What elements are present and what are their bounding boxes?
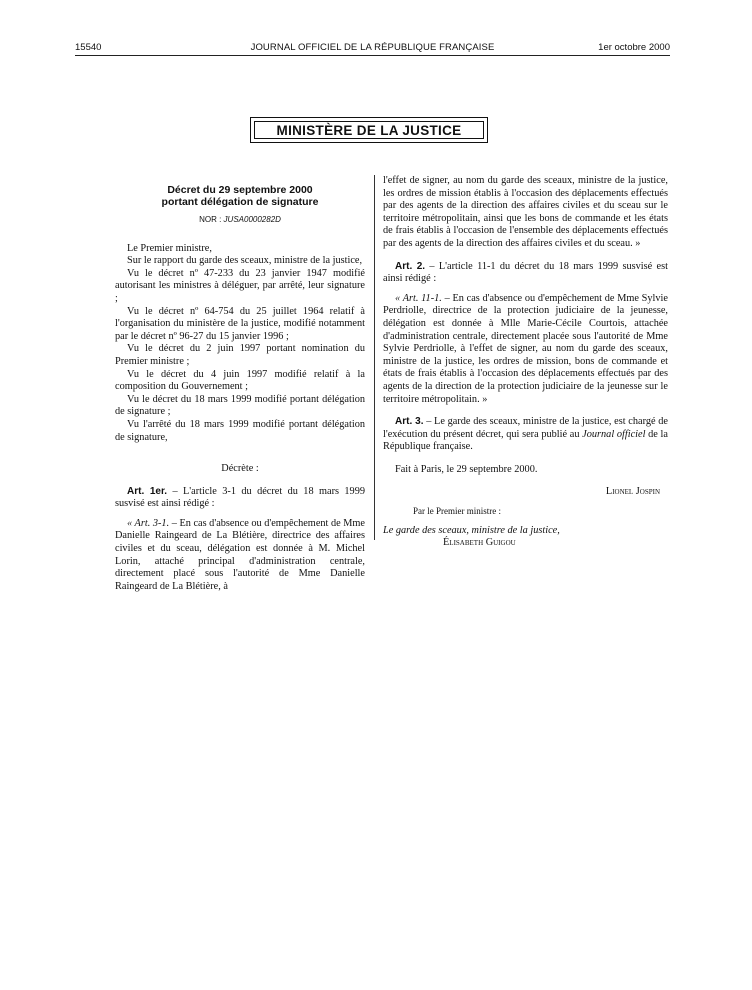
article-3-label: Art. 3. bbox=[395, 416, 424, 428]
nor-label: NOR : bbox=[199, 215, 222, 224]
left-column bbox=[115, 184, 365, 593]
issue-date: 1er octobre 2000 bbox=[598, 42, 670, 53]
article-2-quote-text: – En cas d'absence ou d'empêchement de Mme Sylvie Perdriolle, directrice de la protection judiciaire de la jeunesse, délégation est donnée à Mlle Marie-Cécile Courtois, attachée d'administration centrale, directement placée sous l'autorité de Mme Sylvie Perdriolle, à l'effet de signer, au nom du garde des sceaux, ministre de la justice, les ordres de mission, bons de commande et états de frais établis à l'occasion des déplacements effectués par des agents de la direction de la protection judiciaire de la jeunesse sur le territoire métropolitain. » bbox=[383, 292, 668, 405]
header-rule bbox=[75, 55, 670, 56]
article-2-intro-text: – L'article 11-1 du décret du 18 mars 1999 susvisé est ainsi rédigé : bbox=[383, 260, 668, 285]
column-divider bbox=[374, 175, 375, 540]
preamble-line: Le Premier ministre, bbox=[127, 242, 212, 254]
decree-title-line1: Décret du 29 septembre 2000 bbox=[167, 184, 313, 196]
article-3-text-after: de la République française. bbox=[383, 428, 668, 453]
article-1-label: Art. 1er. bbox=[127, 485, 168, 497]
article-1-quote-text: – En cas d'absence ou d'empêchement de Mme Danielle Raingeard de La Blétière, directrice des affaires civiles et du sceau, délégation est donnée à M. Michel Lorin, attaché principal d'administration centrale, directement placé sous l'autorité de Mme Danielle Raingeard de La Blétière, à bbox=[115, 517, 366, 592]
journal-title: JOURNAL OFFICIEL DE LA RÉPUBLIQUE FRANÇAISE bbox=[250, 42, 495, 53]
article-1-quote-continued: l'effet de signer, au nom du garde des sceaux, ministre de la justice, les ordres de mission établis à l'occasion des déplacements effectués par des agents de la direction des affaires civiles et du sceau sur le territoire métropolitain, ainsi que les bons de commande et les états de frais établis à l'occasion de l'ensemble des déplacements effectués par des agents de la direction des affaires civiles et du sceau. » bbox=[383, 175, 668, 249]
article-1-quote-label: « Art. 3-1. bbox=[127, 517, 170, 529]
page-header bbox=[75, 42, 670, 56]
article-2-quote-label: « Art. 11-1. bbox=[395, 292, 442, 304]
preamble-line: Vu le décret du 4 juin 1997 modifié relatif à la composition du Gouvernement ; bbox=[115, 368, 365, 393]
signatory-name: Lionel Jospin bbox=[605, 486, 660, 498]
preamble-line: Vu le décret du 2 juin 1997 portant nomination du Premier ministre ; bbox=[115, 343, 365, 367]
nor-reference bbox=[115, 214, 365, 227]
preamble-line: Vu l'arrêté du 18 mars 1999 modifié portant délégation de signature, bbox=[115, 418, 365, 443]
decrete: Décrète : bbox=[221, 463, 259, 475]
article-2-intro bbox=[383, 261, 668, 286]
par-le-premier-ministre: Par le Premier ministre : bbox=[413, 506, 501, 517]
article-2-quote bbox=[383, 293, 668, 406]
right-column bbox=[383, 175, 668, 550]
page-number: 15540 bbox=[75, 42, 102, 53]
article-2-label: Art. 2. bbox=[395, 260, 426, 272]
article-3-journal: Journal officiel bbox=[582, 428, 646, 440]
preamble-line: Vu le décret du 18 mars 1999 modifié portant délégation de signature ; bbox=[115, 393, 365, 418]
decree-title-line2: portant délégation de signature bbox=[161, 196, 319, 208]
article-1-intro bbox=[115, 486, 365, 511]
article-1-quote bbox=[115, 518, 365, 594]
minister-title: Le garde des sceaux, ministre de la justice, bbox=[383, 524, 560, 536]
nor-value: JUSA0000282D bbox=[223, 215, 281, 224]
article-1-intro-text: – L'article 3-1 du décret du 18 mars 1999 susvisé est ainsi rédigé : bbox=[115, 485, 365, 510]
article-3 bbox=[383, 416, 668, 454]
preamble-line: Sur le rapport du garde des sceaux, ministre de la justice, bbox=[127, 255, 363, 267]
minister-name: Élisabeth Guigou bbox=[443, 537, 516, 549]
place-date: Fait à Paris, le 29 septembre 2000. bbox=[395, 463, 538, 475]
article-3-text-before: – Le garde des sceaux, ministre de la justice, est chargé de l'exécution du présent décret, qui sera publié au bbox=[383, 416, 668, 440]
ministry-box bbox=[250, 117, 488, 143]
preamble-line: Vu le décret nº 64-754 du 25 juillet 1964 relatif à l'organisation du ministère de la justice, modifié notamment par le décret nº 96-27 du 15 janvier 1996 ; bbox=[115, 305, 365, 342]
ministry-title: MINISTÈRE DE LA JUSTICE bbox=[254, 121, 484, 139]
preamble-line: Vu le décret nº 47-233 du 23 janvier 1947 modifié autorisant les ministres à déléguer, par arrêté, leur signature ; bbox=[115, 267, 365, 304]
